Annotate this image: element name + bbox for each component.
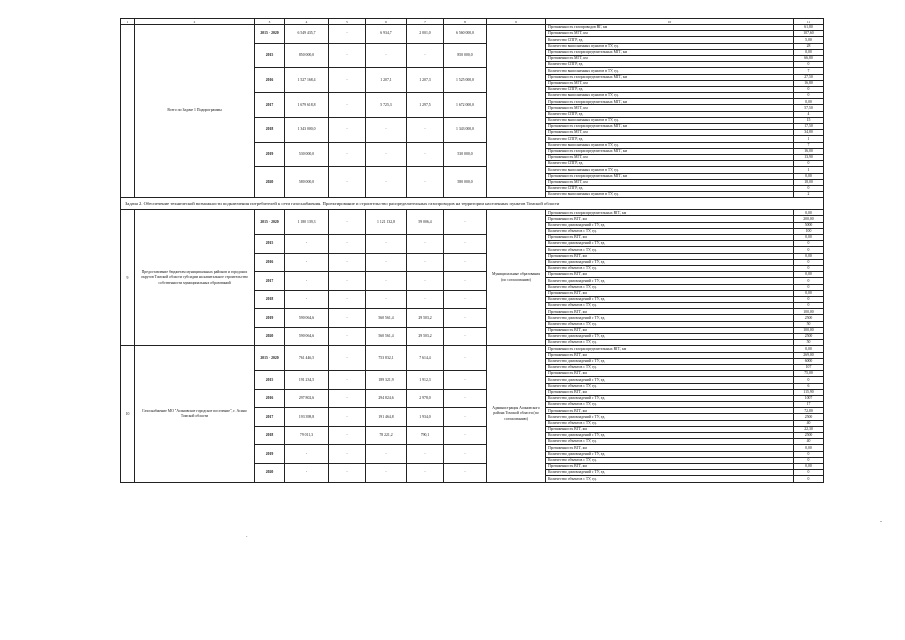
program-measures-table: [120, 18, 824, 483]
indicator-name: Количество объектов с ТУ, ед.: [546, 321, 794, 327]
column-number: 11: [794, 19, 824, 25]
period-cell: 2015: [255, 43, 285, 68]
indicator-value: 0: [794, 296, 824, 302]
column-number: 9: [487, 19, 546, 25]
indicator-value: 100,00: [794, 309, 824, 315]
period-cell: 2020: [255, 327, 285, 346]
scan-mark: -: [880, 519, 882, 525]
indicator-value: 0: [794, 377, 824, 383]
local-cell: 2 978,0: [407, 389, 444, 408]
indicator-name: Количество объектов с ТУ, ед.: [546, 402, 794, 408]
extrabudget-cell: -: [444, 346, 487, 371]
extrabudget-cell: -: [444, 253, 487, 272]
local-cell: 29 503,2: [407, 309, 444, 328]
period-cell: 2017: [255, 272, 285, 291]
local-cell: 1 934,0: [407, 408, 444, 427]
regional-cell: -: [366, 445, 407, 464]
regional-cell: 6 934,7: [366, 25, 407, 44]
column-number: 3: [255, 19, 285, 25]
indicator-name: Протяженность МГГ, км: [546, 105, 794, 111]
indicator-value: 0: [794, 185, 824, 191]
indicator-name: Количество выполненных пунктов в ТУ, ед.: [546, 68, 794, 74]
indicator-name: Количество домовладений с ТУ, ед.: [546, 358, 794, 364]
extrabudget-cell: -: [444, 235, 487, 254]
regional-cell: 1 121 132,8: [366, 210, 407, 235]
federal-cell: -: [329, 68, 366, 93]
indicator-value: 0: [794, 451, 824, 457]
total-cell: 297 802,6: [285, 389, 329, 408]
period-cell: 2018: [255, 426, 285, 445]
regional-cell: -: [366, 463, 407, 482]
indicator-value: 50: [794, 340, 824, 346]
indicator-name: Количество домовладений с ТУ, ед.: [546, 222, 794, 228]
row-number: [121, 25, 135, 198]
scan-dot: .: [246, 533, 248, 539]
regional-cell: 189 321,9: [366, 371, 407, 390]
federal-cell: -: [329, 309, 366, 328]
local-cell: -: [407, 117, 444, 142]
indicator-name: Протяженность ВГГ, км: [546, 290, 794, 296]
indicator-name: Протяженность газопроводов ВГ, км: [546, 25, 794, 31]
column-number: 8: [444, 19, 487, 25]
indicator-value: 2: [794, 192, 824, 198]
indicator-name: Количество СПГР, ед.: [546, 111, 794, 117]
extrabudget-cell: -: [444, 290, 487, 309]
indicator-name: Протяженность ВГГ, км: [546, 272, 794, 278]
local-cell: -: [407, 43, 444, 68]
indicator-value: 0: [794, 93, 824, 99]
period-cell: 2016: [255, 253, 285, 272]
period-cell: 2020: [255, 463, 285, 482]
indicator-value: 1007: [794, 395, 824, 401]
indicator-value: 0: [794, 284, 824, 290]
indicator-value: 17,50: [794, 124, 824, 130]
total-cell: 761 446,5: [285, 346, 329, 371]
indicator-name: Количество домовладений с ТУ, ед.: [546, 296, 794, 302]
indicator-value: 5,00: [794, 37, 824, 43]
federal-cell: -: [329, 327, 366, 346]
local-cell: 29 503,2: [407, 327, 444, 346]
indicator-value: 28: [794, 43, 824, 49]
indicator-value: 57,50: [794, 105, 824, 111]
indicator-name: Количество объектов с ТУ, ед.: [546, 383, 794, 389]
indicator-name: Протяженность газораспределительных МГГ, км: [546, 124, 794, 130]
indicator-value: 1: [794, 136, 824, 142]
executor-cell: Администрация Асиновского района Томской области (по согласованию): [487, 346, 546, 482]
indicator-value: 13,90: [794, 154, 824, 160]
indicator-name: Количество СПГР, ед.: [546, 136, 794, 142]
executor-cell: Муниципальные образования (по согласованию): [487, 210, 546, 346]
indicator-name: Протяженность газораспределительных ВГГ, км: [546, 346, 794, 352]
extrabudget-cell: -: [444, 426, 487, 445]
indicator-name: Количество выполненных пунктов в ТУ, ед.: [546, 93, 794, 99]
indicator-name: Протяженность ВГГ, км: [546, 389, 794, 395]
indicator-value: 2500: [794, 414, 824, 420]
indicator-name: Количество объектов с ТУ, ед.: [546, 228, 794, 234]
indicator-name: Количество домовладений с ТУ, ед.: [546, 315, 794, 321]
federal-cell: -: [329, 235, 366, 254]
local-cell: 59 006,4: [407, 210, 444, 235]
extrabudget-cell: 1 525 000,0: [444, 68, 487, 93]
federal-cell: -: [329, 426, 366, 445]
total-cell: 193 398,8: [285, 408, 329, 427]
indicator-value: 0: [794, 86, 824, 92]
indicator-value: 0,00: [794, 253, 824, 259]
period-cell: 2017: [255, 93, 285, 118]
total-cell: 850 000,0: [285, 43, 329, 68]
total-cell: 1 180 139,3: [285, 210, 329, 235]
regional-cell: -: [366, 290, 407, 309]
indicator-name: Протяженность газораспределительных МГГ, км: [546, 49, 794, 55]
indicator-name: Протяженность МГГ, км: [546, 80, 794, 86]
indicator-name: Количество выполненных пунктов в ТУ, ед.: [546, 117, 794, 123]
total-cell: -: [285, 463, 329, 482]
period-cell: 2018: [255, 117, 285, 142]
indicator-value: 4: [794, 111, 824, 117]
federal-cell: -: [329, 142, 366, 167]
indicator-value: 100: [794, 228, 824, 234]
regional-cell: 1 207,1: [366, 68, 407, 93]
period-cell: 2015: [255, 371, 285, 390]
indicator-name: Количество СПГР, ед.: [546, 37, 794, 43]
local-cell: -: [407, 235, 444, 254]
extrabudget-cell: -: [444, 445, 487, 464]
task-2-heading: Задача 2. Обеспечение технической возможности подключения потребителей к сети газоснабжения. Проектирование и строительство распределительных газопроводов на территории населенных пунктов Томской области: [121, 198, 824, 210]
federal-cell: -: [329, 389, 366, 408]
period-cell: 2015: [255, 235, 285, 254]
indicator-value: 0,00: [794, 290, 824, 296]
local-cell: 2 001,0: [407, 25, 444, 44]
local-cell: -: [407, 272, 444, 291]
regional-cell: 560 561,4: [366, 327, 407, 346]
indicator-name: Количество объектов с ТУ, ед.: [546, 420, 794, 426]
extrabudget-cell: -: [444, 309, 487, 328]
indicator-name: Протяженность ВГГ, км: [546, 253, 794, 259]
local-cell: -: [407, 445, 444, 464]
indicator-value: 22,30: [794, 426, 824, 432]
indicator-name: Протяженность МГГ, км: [546, 31, 794, 37]
extrabudget-cell: -: [444, 210, 487, 235]
period-cell: 2016: [255, 68, 285, 93]
indicator-value: 5000: [794, 222, 824, 228]
measure-title: Газоснабжение МО "Асиновское городское поселение", г. Асино Томской области: [135, 346, 255, 482]
local-cell: 1 912,3: [407, 371, 444, 390]
indicator-name: Количество домовладений с ТУ, ед.: [546, 278, 794, 284]
period-cell: 2017: [255, 408, 285, 427]
indicator-value: 269,00: [794, 352, 824, 358]
local-cell: -: [407, 167, 444, 198]
extrabudget-cell: -: [444, 371, 487, 390]
indicator-value: 6: [794, 383, 824, 389]
indicator-value: 0,00: [794, 445, 824, 451]
indicator-value: 0: [794, 62, 824, 68]
total-cell: -: [285, 235, 329, 254]
extrabudget-cell: -: [444, 272, 487, 291]
indicator-name: Количество домовладений с ТУ, ед.: [546, 433, 794, 439]
indicator-name: Протяженность ВГГ, км: [546, 371, 794, 377]
regional-cell: -: [366, 43, 407, 68]
regional-cell: 294 824,6: [366, 389, 407, 408]
period-cell: 2018: [255, 290, 285, 309]
federal-cell: -: [329, 346, 366, 371]
total-cell: 530 000,0: [285, 142, 329, 167]
indicator-value: 0: [794, 476, 824, 482]
indicator-value: 0,00: [794, 210, 824, 216]
indicator-name: Количество домовладений с ТУ, ед.: [546, 395, 794, 401]
indicator-value: 0: [794, 457, 824, 463]
federal-cell: -: [329, 272, 366, 291]
indicator-name: Протяженность газораспределительных МГГ, км: [546, 99, 794, 105]
period-cell: 2020: [255, 167, 285, 198]
extrabudget-cell: 1 672 000,0: [444, 93, 487, 118]
extrabudget-cell: 1 343 000,0: [444, 117, 487, 142]
regional-cell: 78 221,2: [366, 426, 407, 445]
extrabudget-cell: 6 560 000,0: [444, 25, 487, 44]
indicator-value: 0: [794, 247, 824, 253]
federal-cell: -: [329, 43, 366, 68]
local-cell: -: [407, 463, 444, 482]
period-cell: 2015 - 2020: [255, 346, 285, 371]
local-cell: 790,1: [407, 426, 444, 445]
indicator-name: Протяженность МГГ, км: [546, 130, 794, 136]
indicator-name: Количество выполненных пунктов в ТУ, ед.: [546, 192, 794, 198]
indicator-name: Количество домовладений с ТУ, ед.: [546, 414, 794, 420]
period-cell: 2019: [255, 445, 285, 464]
indicator-name: Количество домовладений с ТУ, ед.: [546, 334, 794, 340]
indicator-name: Количество выполненных пунктов в ТУ, ед.: [546, 167, 794, 173]
indicator-value: 0: [794, 241, 824, 247]
indicator-name: Протяженность МГГ, км: [546, 55, 794, 61]
indicator-name: Количество объектов с ТУ, ед.: [546, 284, 794, 290]
indicator-value: 16,80: [794, 80, 824, 86]
indicator-value: 0: [794, 259, 824, 265]
indicator-value: 0,00: [794, 235, 824, 241]
indicator-value: 15: [794, 117, 824, 123]
total-cell: -: [285, 445, 329, 464]
indicator-value: 0: [794, 278, 824, 284]
indicator-value: 0,00: [794, 99, 824, 105]
indicator-value: 50: [794, 321, 824, 327]
federal-cell: -: [329, 93, 366, 118]
federal-cell: -: [329, 408, 366, 427]
indicator-value: 0: [794, 470, 824, 476]
indicator-name: Количество объектов с ТУ, ед.: [546, 457, 794, 463]
indicator-value: 107,60: [794, 31, 824, 37]
indicator-value: 40: [794, 420, 824, 426]
indicator-value: 16,00: [794, 148, 824, 154]
indicator-value: 27,50: [794, 74, 824, 80]
local-cell: -: [407, 253, 444, 272]
indicator-value: 40: [794, 439, 824, 445]
extrabudget-cell: 530 000,0: [444, 142, 487, 167]
column-number: 2: [135, 19, 255, 25]
regional-cell: -: [366, 142, 407, 167]
indicator-name: Протяженность газораспределительных МГГ, км: [546, 74, 794, 80]
row-number: 10: [121, 346, 135, 482]
indicator-name: Протяженность ВГГ, км: [546, 309, 794, 315]
indicator-name: Количество СПГР, ед.: [546, 62, 794, 68]
regional-cell: 5 725,3: [366, 93, 407, 118]
extrabudget-cell: -: [444, 327, 487, 346]
total-cell: -: [285, 253, 329, 272]
total-cell: -: [285, 272, 329, 291]
indicator-value: 72,80: [794, 408, 824, 414]
indicator-value: 0,00: [794, 49, 824, 55]
regional-cell: 191 464,8: [366, 408, 407, 427]
column-number: 6: [366, 19, 407, 25]
regional-cell: -: [366, 235, 407, 254]
indicator-name: Количество СПГР, ед.: [546, 185, 794, 191]
total-cell: 580 000,0: [285, 167, 329, 198]
indicator-name: Количество объектов с ТУ, ед.: [546, 476, 794, 482]
indicator-name: Протяженность ВГГ, км: [546, 352, 794, 358]
period-cell: 2015 - 2020: [255, 210, 285, 235]
indicator-name: Протяженность ВГГ, км: [546, 216, 794, 222]
indicator-value: 100,00: [794, 327, 824, 333]
indicator-name: Протяженность ВГГ, км: [546, 408, 794, 414]
period-cell: 2019: [255, 309, 285, 328]
indicator-value: 66,80: [794, 55, 824, 61]
column-number: 5: [329, 19, 366, 25]
total-cell: 1 343 000,0: [285, 117, 329, 142]
indicator-name: Количество объектов с ТУ, ед.: [546, 247, 794, 253]
local-cell: 1 207,3: [407, 68, 444, 93]
period-cell: 2016: [255, 389, 285, 408]
indicator-value: 0: [794, 265, 824, 271]
federal-cell: -: [329, 253, 366, 272]
indicator-name: Протяженность газораспределительных МГГ, км: [546, 148, 794, 154]
indicator-name: Количество СПГР, ед.: [546, 86, 794, 92]
indicator-value: 2500: [794, 315, 824, 321]
total-cell: 6 549 435,7: [285, 25, 329, 44]
indicator-name: Количество СПГР, ед.: [546, 161, 794, 167]
indicator-name: Протяженность МГГ, км: [546, 154, 794, 160]
extrabudget-cell: 850 000,0: [444, 43, 487, 68]
total-cell: 79 011,3: [285, 426, 329, 445]
indicator-name: Протяженность ВГГ, км: [546, 235, 794, 241]
indicator-name: Протяженность газораспределительных ВГГ, км: [546, 210, 794, 216]
extrabudget-cell: -: [444, 463, 487, 482]
indicator-value: 61,80: [794, 25, 824, 31]
column-number: 10: [546, 19, 794, 25]
federal-cell: -: [329, 117, 366, 142]
indicator-name: Количество домовладений с ТУ, ед.: [546, 451, 794, 457]
indicator-value: 0: [794, 303, 824, 309]
indicator-name: Протяженность ВГГ, км: [546, 426, 794, 432]
indicator-name: Протяженность МГГ, км: [546, 179, 794, 185]
indicator-name: Протяженность ВГГ, км: [546, 327, 794, 333]
indicator-name: Протяженность ВГГ, км: [546, 463, 794, 469]
indicator-value: 6000: [794, 358, 824, 364]
total-cell: 191 234,5: [285, 371, 329, 390]
indicator-name: Количество домовладений с ТУ, ед.: [546, 259, 794, 265]
column-number: 7: [407, 19, 444, 25]
indicator-value: 18,00: [794, 179, 824, 185]
column-number: 4: [285, 19, 329, 25]
regional-cell: 753 832,1: [366, 346, 407, 371]
measure-title: Предоставление бюджетам муниципальных районов и городских округов Томской области субсидии на капитальное строительство собственности муниципальных образований: [135, 210, 255, 346]
indicator-value: 1: [794, 167, 824, 173]
indicator-name: Количество объектов с ТУ, ед.: [546, 364, 794, 370]
federal-cell: -: [329, 210, 366, 235]
local-cell: -: [407, 290, 444, 309]
federal-cell: -: [329, 25, 366, 44]
indicator-name: Количество выполненных пунктов в ТУ, ед.: [546, 43, 794, 49]
total-cell: 1 679 618,8: [285, 93, 329, 118]
period-cell: 2019: [255, 142, 285, 167]
federal-cell: -: [329, 167, 366, 198]
local-cell: 1 297,5: [407, 93, 444, 118]
indicator-name: Количество объектов с ТУ, ед.: [546, 340, 794, 346]
indicator-value: 115,90: [794, 389, 824, 395]
indicator-name: Количество выполненных пунктов в ТУ, ед.: [546, 142, 794, 148]
total-cell: 590 064,6: [285, 327, 329, 346]
indicator-value: 0,00: [794, 272, 824, 278]
period-cell: 2015 - 2020: [255, 25, 285, 44]
indicator-value: 200,00: [794, 216, 824, 222]
federal-cell: -: [329, 290, 366, 309]
indicator-name: Количество домовладений с ТУ, ед.: [546, 377, 794, 383]
indicator-value: 17: [794, 402, 824, 408]
indicator-name: Количество объектов с ТУ, ед.: [546, 439, 794, 445]
indicator-name: Количество объектов с ТУ, ед.: [546, 303, 794, 309]
regional-cell: -: [366, 272, 407, 291]
measure-title: Всего по Задаче 1 Подпрограммы: [135, 25, 255, 198]
program-table-page: [120, 18, 823, 524]
total-cell: 590 064,6: [285, 309, 329, 328]
regional-cell: -: [366, 117, 407, 142]
extrabudget-cell: -: [444, 389, 487, 408]
indicator-name: Количество домовладений с ТУ, ед.: [546, 470, 794, 476]
executor-cell: [487, 25, 546, 198]
indicator-name: Протяженность ВГГ, км: [546, 445, 794, 451]
regional-cell: -: [366, 253, 407, 272]
indicator-name: Количество домовладений с ТУ, ед.: [546, 241, 794, 247]
column-number: 1: [121, 19, 135, 25]
indicator-value: 2500: [794, 433, 824, 439]
total-cell: 1 527 168,4: [285, 68, 329, 93]
indicator-value: 0,00: [794, 346, 824, 352]
indicator-name: Протяженность газораспределительных МГГ, км: [546, 173, 794, 179]
indicator-value: 107: [794, 364, 824, 370]
indicator-value: 2500: [794, 334, 824, 340]
indicator-value: 75,00: [794, 371, 824, 377]
total-cell: -: [285, 290, 329, 309]
federal-cell: -: [329, 463, 366, 482]
regional-cell: 560 561,4: [366, 309, 407, 328]
indicator-value: 7: [794, 142, 824, 148]
row-number: 9: [121, 210, 135, 346]
task-2-row: [121, 198, 824, 210]
indicator-value: 7: [794, 68, 824, 74]
extrabudget-cell: -: [444, 408, 487, 427]
federal-cell: -: [329, 371, 366, 390]
indicator-value: 0,00: [794, 173, 824, 179]
regional-cell: -: [366, 167, 407, 198]
federal-cell: -: [329, 445, 366, 464]
extrabudget-cell: 580 000,0: [444, 167, 487, 198]
local-cell: 7 614,4: [407, 346, 444, 371]
indicator-value: 0,00: [794, 463, 824, 469]
indicator-value: 0: [794, 161, 824, 167]
indicator-value: 34,80: [794, 130, 824, 136]
indicator-name: Количество объектов с ТУ, ед.: [546, 265, 794, 271]
local-cell: -: [407, 142, 444, 167]
